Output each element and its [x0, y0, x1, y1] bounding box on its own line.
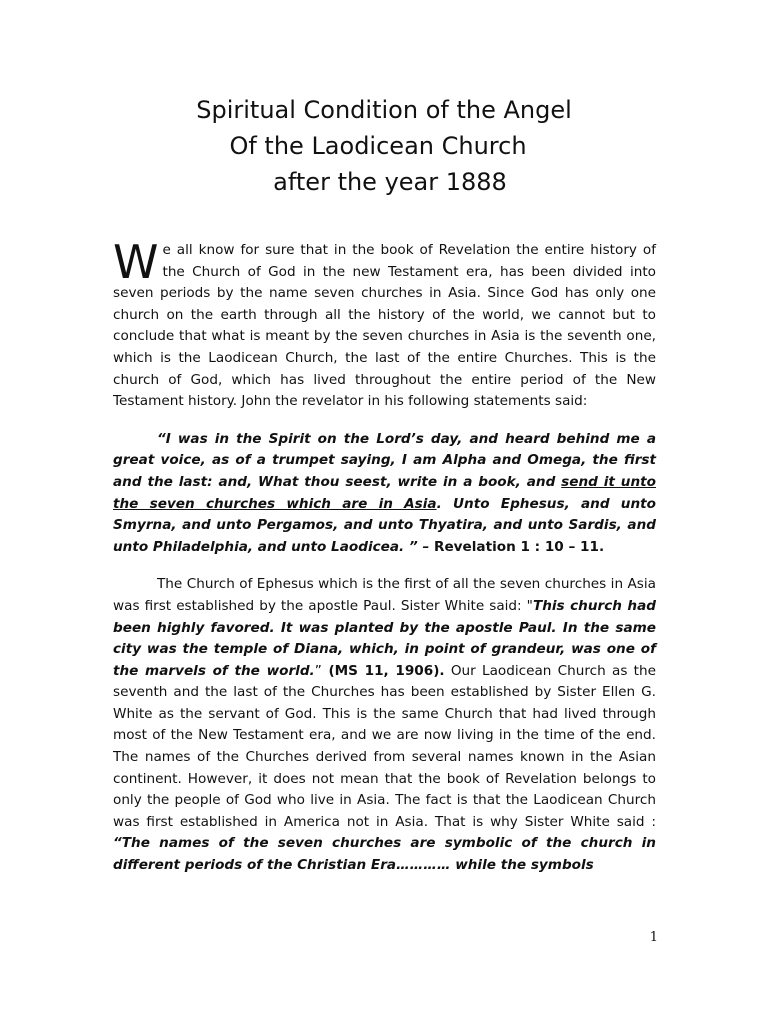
quote-text-1: “I was in the Spirit on the Lord’s day, and heard behind me a great voice, as of a trumpet saying, I am Alpha and Omega, the first and the last: and, What thou seest, write in a book, and — [113, 430, 656, 490]
title-line-3: after the year 1888 — [273, 168, 507, 196]
document-title — [0, 92, 768, 200]
ephesus-close-quote: ” — [314, 662, 322, 679]
intro-paragraph — [113, 235, 656, 413]
quote-text-2: . Unto Ephesus, and unto Smyrna, and unto Pergamos, and unto Thyatira, and unto Sardis, and unto Philadelphia, and unto Laodicea. ” – — [113, 495, 656, 555]
page-number: 1 — [649, 930, 658, 945]
ephesus-quote: This church had been highly favored. It was planted by the apostle Paul. In the same city was the temple of Diana, which, in point of grandeur, was one of the marvels of the world. — [113, 597, 656, 679]
ephesus-reference: (MS 11, 1906). — [321, 662, 445, 679]
ephesus-text-2: Our Laodicean Church as the seventh and the last of the Churches has been established by Sister Ellen G. White as the servant of God. This is the same Church that had lived through most of the New Testament era, and we are now living in the time of the end. The names of the Churches derived from several names known in the Asian continent. However, it does not mean that the book of Revelation belongs to only the people of God who live in Asia. The fact is that the Laodicean Church was first established in America not in Asia. That is why Sister White said : — [113, 662, 656, 830]
title-line-1: Spiritual Condition of the Angel — [196, 96, 572, 124]
white-quote: “The names of the seven churches are symbolic of the church in different periods of the Christian Era………… while the symbols — [113, 835, 656, 874]
quote-reference: Revelation 1 : 10 – 11. — [433, 538, 605, 555]
intro-text: e all know for sure that in the book of Revelation the entire history of the Church of God in the new Testament era, has been divided into seven periods by the name seven churches in Asia. Since God has only one church on the earth through all the history of the world, we cannot but to conclude that what is meant by the seven churches in Asia is the seventh one, which is the Laodicean Church, the last of the entire Churches. This is the church of God, which has lived throughout the entire period of the New Testament history. John the revelator in his following statements said: — [113, 242, 656, 410]
drop-cap: W — [113, 235, 159, 289]
document-body — [113, 235, 656, 877]
revelation-quote — [113, 429, 656, 559]
quote-underlined: send it unto the seven churches which are in Asia — [113, 473, 656, 512]
ephesus-text-1: The Church of Ephesus which is the first of all the seven churches in Asia was first established by the apostle Paul. Sister White said: " — [113, 576, 656, 614]
ephesus-paragraph — [113, 574, 656, 876]
title-line-2: Of the Laodicean Church — [229, 132, 527, 160]
